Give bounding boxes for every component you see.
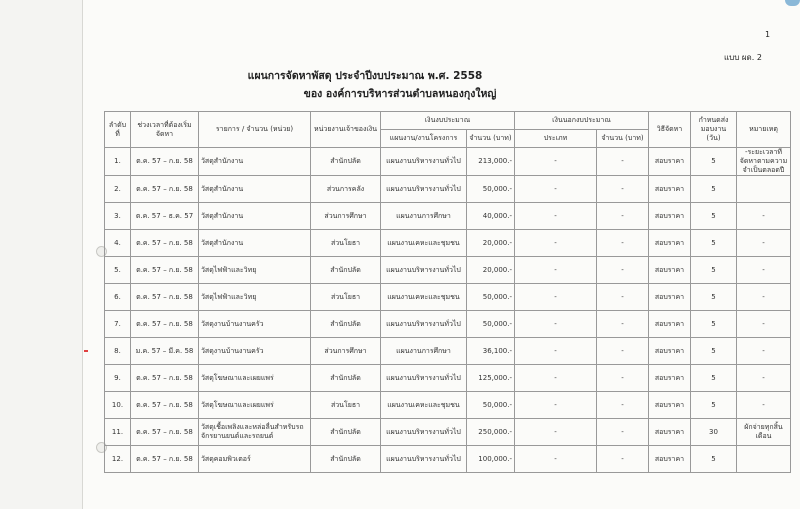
cell-period: ต.ค. 57 – ก.ย. 58 (131, 257, 199, 284)
cell-amount: 20,000.- (467, 230, 515, 257)
cell-item: วัสดุสำนักงาน (199, 176, 311, 203)
table-row (105, 148, 791, 176)
cell-remark (737, 176, 791, 203)
cell-method: สอบราคา (649, 257, 691, 284)
table-row (105, 338, 791, 365)
header-offbudget: เงินนอกงบประมาณ (515, 112, 649, 130)
cell-amount: 50,000.- (467, 284, 515, 311)
cell-remark: - (737, 284, 791, 311)
cell-offbudget-amount: - (597, 230, 649, 257)
cell-period: ต.ค. 57 – ก.ย. 58 (131, 176, 199, 203)
cell-item: วัสดุไฟฟ้าและวิทยุ (199, 257, 311, 284)
cell-method: สอบราคา (649, 230, 691, 257)
cell-unit: สำนักปลัด (311, 419, 381, 446)
cell-remark: - (737, 392, 791, 419)
cell-method: สอบราคา (649, 338, 691, 365)
cell-method: สอบราคา (649, 365, 691, 392)
cell-offbudget-amount: - (597, 203, 649, 230)
table-row (105, 419, 791, 446)
cell-offbudget-type: - (515, 338, 597, 365)
cell-remark: - (737, 338, 791, 365)
cell-unit: ส่วนการศึกษา (311, 203, 381, 230)
cell-amount: 213,000.- (467, 148, 515, 176)
cell-unit: ส่วนโยธา (311, 230, 381, 257)
cell-offbudget-amount: - (597, 338, 649, 365)
cell-no: 8. (105, 338, 131, 365)
cell-offbudget-amount: - (597, 419, 649, 446)
cell-plan: แผนงานบริหารงานทั่วไป (381, 257, 467, 284)
cell-days: 5 (691, 365, 737, 392)
cell-plan: แผนงานบริหารงานทั่วไป (381, 419, 467, 446)
cell-offbudget-type: - (515, 176, 597, 203)
cell-remark: ผักจ่ายทุกสิ้นเดือน (737, 419, 791, 446)
cell-offbudget-amount: - (597, 311, 649, 338)
header-method: วิธีจัดหา (649, 112, 691, 148)
document-title (0, 67, 800, 84)
cell-unit: ส่วนการศึกษา (311, 338, 381, 365)
cell-period: ต.ค. 57 – ก.ย. 58 (131, 446, 199, 473)
cell-offbudget-type: - (515, 257, 597, 284)
cell-amount: 250,000.- (467, 419, 515, 446)
cell-offbudget-type: - (515, 392, 597, 419)
cell-days: 5 (691, 257, 737, 284)
cell-method: สอบราคา (649, 419, 691, 446)
cell-remark (737, 446, 791, 473)
cell-item: วัสดุสำนักงาน (199, 148, 311, 176)
cell-unit: ส่วนการคลัง (311, 176, 381, 203)
cell-plan: แผนงานบริหารงานทั่วไป (381, 446, 467, 473)
cell-offbudget-type: - (515, 284, 597, 311)
cell-offbudget-amount: - (597, 365, 649, 392)
cell-no: 4. (105, 230, 131, 257)
cell-amount: 100,000.- (467, 446, 515, 473)
cell-days: 5 (691, 176, 737, 203)
cell-period: ต.ค. 57 – ก.ย. 58 (131, 284, 199, 311)
cell-item: วัสดุสำนักงาน (199, 203, 311, 230)
header-item: รายการ / จำนวน (หน่วย) (199, 112, 311, 148)
cell-no: 12. (105, 446, 131, 473)
cell-plan: แผนงานเคหะและชุมชน (381, 392, 467, 419)
cell-remark: - (737, 365, 791, 392)
cell-days: 5 (691, 311, 737, 338)
cell-amount: 50,000.- (467, 392, 515, 419)
title-text: แผนการจัดหาพัสดุ ประจำปีงบประมาณ พ.ศ. (247, 70, 450, 82)
cell-method: สอบราคา (649, 203, 691, 230)
cell-offbudget-amount: - (597, 284, 649, 311)
red-pen-mark (84, 350, 88, 352)
cell-offbudget-type: - (515, 446, 597, 473)
table-row (105, 392, 791, 419)
cell-offbudget-amount: - (597, 446, 649, 473)
cell-offbudget-type: - (515, 311, 597, 338)
cell-unit: ส่วนโยธา (311, 392, 381, 419)
title-year: 2558 (453, 70, 483, 82)
cell-period: ม.ค. 57 – มี.ค. 58 (131, 338, 199, 365)
cell-unit: สำนักปลัด (311, 311, 381, 338)
cell-amount: 20,000.- (467, 257, 515, 284)
cell-item: วัสดุไฟฟ้าและวิทยุ (199, 284, 311, 311)
cell-no: 1. (105, 148, 131, 176)
cell-item: วัสดุโฆษณาและเผยแพร่ (199, 392, 311, 419)
cell-method: สอบราคา (649, 446, 691, 473)
cell-days: 5 (691, 203, 737, 230)
cell-method: สอบราคา (649, 148, 691, 176)
table-body (105, 148, 791, 473)
procurement-table (104, 111, 791, 473)
cell-item: วัสดุคอมพิวเตอร์ (199, 446, 311, 473)
cell-item: วัสดุสำนักงาน (199, 230, 311, 257)
cell-method: สอบราคา (649, 176, 691, 203)
document-subtitle: ของ องค์การบริหารส่วนตำบลหนองกุงใหญ่ (303, 88, 497, 100)
cell-plan: แผนงานเคหะและชุมชน (381, 230, 467, 257)
cell-offbudget-type: - (515, 419, 597, 446)
cell-remark: - (737, 257, 791, 284)
cell-remark: - (737, 230, 791, 257)
cell-offbudget-amount: - (597, 176, 649, 203)
table-row (105, 365, 791, 392)
table-row (105, 203, 791, 230)
cell-remark: - (737, 203, 791, 230)
cell-plan: แผนงานบริหารงานทั่วไป (381, 148, 467, 176)
cell-unit: สำนักปลัด (311, 446, 381, 473)
header-budget: เงินงบประมาณ (381, 112, 515, 130)
cell-item: วัสดุโฆษณาและเผยแพร่ (199, 365, 311, 392)
cell-amount: 40,000.- (467, 203, 515, 230)
header-remark: หมายเหตุ (737, 112, 791, 148)
cell-amount: 36,100.- (467, 338, 515, 365)
table-row (105, 446, 791, 473)
cell-plan: แผนงานการศึกษา (381, 203, 467, 230)
cell-no: 2. (105, 176, 131, 203)
cell-period: ต.ค. 57 – ก.ย. 58 (131, 365, 199, 392)
cell-period: ต.ค. 57 – ธ.ค. 57 (131, 203, 199, 230)
cell-period: ต.ค. 57 – ก.ย. 58 (131, 148, 199, 176)
page-number: 1 (765, 30, 771, 39)
cell-unit: ส่วนโยธา (311, 284, 381, 311)
cell-no: 3. (105, 203, 131, 230)
cell-amount: 125,000.- (467, 365, 515, 392)
table-row (105, 311, 791, 338)
cell-method: สอบราคา (649, 392, 691, 419)
cell-period: ต.ค. 57 – ก.ย. 58 (131, 392, 199, 419)
table-row (105, 176, 791, 203)
cell-offbudget-type: - (515, 365, 597, 392)
cell-days: 30 (691, 419, 737, 446)
cell-plan: แผนงานบริหารงานทั่วไป (381, 176, 467, 203)
cell-offbudget-type: - (515, 203, 597, 230)
cell-days: 5 (691, 446, 737, 473)
cell-days: 5 (691, 338, 737, 365)
cell-days: 5 (691, 230, 737, 257)
cell-no: 10. (105, 392, 131, 419)
table-row (105, 284, 791, 311)
table-row (105, 257, 791, 284)
cell-amount: 50,000.- (467, 176, 515, 203)
cell-amount: 50,000.- (467, 311, 515, 338)
cell-plan: แผนงานบริหารงานทั่วไป (381, 311, 467, 338)
cell-offbudget-amount: - (597, 257, 649, 284)
form-number: แบบ ผด. 2 (724, 53, 762, 62)
header-unit: หน่วยงานเจ้าของเงิน (311, 112, 381, 148)
header-offbudget-source: ประเภท (515, 130, 597, 148)
cell-no: 6. (105, 284, 131, 311)
cell-no: 9. (105, 365, 131, 392)
cell-item: วัสดุงานบ้านงานครัว (199, 338, 311, 365)
cell-offbudget-type: - (515, 230, 597, 257)
header-budget-amount: จำนวน (บาท) (467, 130, 515, 148)
cell-method: สอบราคา (649, 311, 691, 338)
cell-method: สอบราคา (649, 284, 691, 311)
cell-period: ต.ค. 57 – ก.ย. 58 (131, 230, 199, 257)
header-deadline: กำหนดส่งมอบงาน (วัน) (691, 112, 737, 148)
cell-offbudget-type: - (515, 148, 597, 176)
cell-offbudget-amount: - (597, 148, 649, 176)
header-no: ลำดับที่ (105, 112, 131, 148)
cell-no: 11. (105, 419, 131, 446)
cell-no: 7. (105, 311, 131, 338)
cell-offbudget-amount: - (597, 392, 649, 419)
cell-item: วัสดุงานบ้านงานครัว (199, 311, 311, 338)
cell-no: 5. (105, 257, 131, 284)
header-offbudget-amount: จำนวน (บาท) (597, 130, 649, 148)
cell-plan: แผนงานเคหะและชุมชน (381, 284, 467, 311)
header-period: ช่วงเวลาที่ต้องเริ่มจัดหา (131, 112, 199, 148)
cell-unit: สำนักปลัด (311, 148, 381, 176)
cell-days: 5 (691, 148, 737, 176)
cell-days: 5 (691, 392, 737, 419)
cell-plan: แผนงานบริหารงานทั่วไป (381, 365, 467, 392)
header-budget-plan: แผนงาน/งานโครงการ (381, 130, 467, 148)
table-row (105, 230, 791, 257)
cell-days: 5 (691, 284, 737, 311)
cell-unit: สำนักปลัด (311, 257, 381, 284)
cell-period: ต.ค. 57 – ก.ย. 58 (131, 311, 199, 338)
cell-plan: แผนงานการศึกษา (381, 338, 467, 365)
cell-unit: สำนักปลัด (311, 365, 381, 392)
cell-period: ต.ค. 57 – ก.ย. 58 (131, 419, 199, 446)
cell-item: วัสดุเชื้อเพลิงและหล่อลื่นสำหรับรถจักรยานยนต์และรถยนต์ (199, 419, 311, 446)
cell-remark: - (737, 311, 791, 338)
cell-remark: -ระยะเวลาที่จัดหาตามความจำเป็นตลอดปี (737, 148, 791, 176)
